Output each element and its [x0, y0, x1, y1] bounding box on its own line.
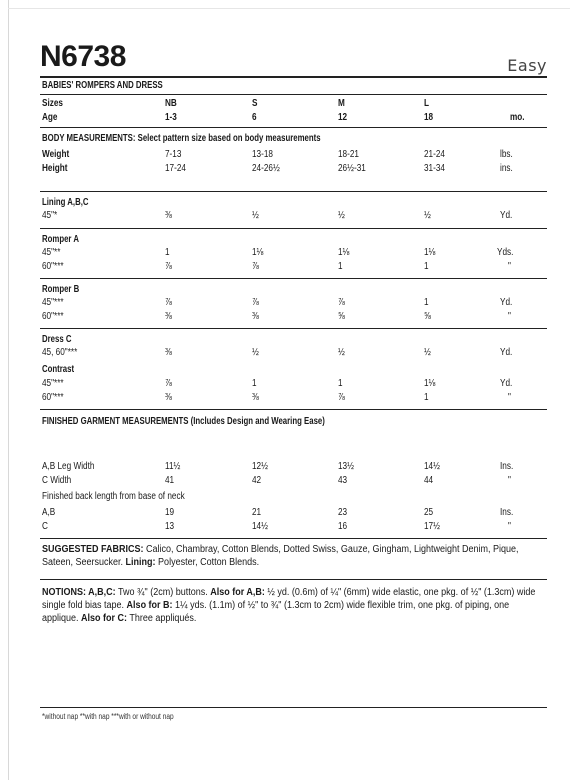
cell: 1⅛	[424, 247, 436, 258]
cell: 42	[252, 475, 262, 486]
sizes-label: Sizes	[42, 98, 63, 109]
back-length-row	[40, 507, 547, 519]
cell: 17-24	[165, 163, 186, 174]
rule	[40, 328, 547, 329]
pattern-number: N6738	[40, 40, 126, 73]
lining-label: Lining:	[125, 557, 156, 568]
cell: 1	[165, 247, 170, 258]
row-label: A,B	[42, 507, 56, 518]
fabric-width: 45"***	[42, 378, 64, 389]
yardage-row	[40, 392, 547, 404]
cell: ⅞	[252, 297, 259, 308]
notions-text: Three appliqués.	[127, 613, 197, 624]
yardage-heading-lining: Lining A,B,C	[42, 197, 89, 208]
cell: ⅞	[165, 378, 172, 389]
cell: 19	[165, 507, 175, 518]
unit: Yd.	[500, 378, 513, 389]
cell: 13½	[338, 461, 354, 472]
cell: ½	[252, 210, 259, 221]
cell: 13-18	[252, 149, 273, 160]
finished-row	[40, 475, 547, 487]
yardage-heading-dress-c: Dress C	[42, 334, 72, 345]
pattern-envelope-back	[40, 0, 547, 780]
cell: 13	[165, 521, 175, 532]
age-row	[40, 112, 547, 124]
fabric-width: 45, 60"***	[42, 347, 78, 358]
row-label: A,B Leg Width	[42, 461, 95, 472]
finished-measurements-heading: FINISHED GARMENT MEASUREMENTS (Includes Design and Wearing Ease)	[42, 416, 325, 427]
unit: "	[508, 311, 511, 322]
cell: 14½	[424, 461, 440, 472]
cell: ⅜	[165, 347, 172, 358]
body-row-weight	[40, 149, 547, 161]
cell: ⅜	[165, 392, 172, 403]
cell: ⅞	[338, 392, 345, 403]
back-length-row	[40, 521, 547, 533]
age-cell: 1-3	[165, 112, 177, 123]
cell: 11½	[165, 461, 181, 472]
rule-finished-top	[40, 409, 547, 410]
fabric-width: 60"***	[42, 261, 64, 272]
fabric-width: 60"***	[42, 311, 64, 322]
rule	[40, 278, 547, 279]
cell: ⅞	[252, 261, 259, 272]
cell: 1⅛	[252, 247, 264, 258]
fabrics-label: SUGGESTED FABRICS:	[42, 544, 144, 555]
cell: 26½-31	[338, 163, 366, 174]
cell: 1	[424, 297, 429, 308]
age-unit: mo.	[510, 112, 525, 123]
fabric-width: 45"*	[42, 210, 58, 221]
unit: "	[508, 475, 511, 486]
notions-ab-label: Also for A,B:	[210, 587, 265, 598]
unit: "	[508, 521, 511, 532]
size-cell: S	[252, 98, 258, 109]
notions-b-label: Also for B:	[126, 600, 173, 611]
size-cell: NB	[165, 98, 177, 109]
age-cell: 6	[252, 112, 257, 123]
cell: ½	[252, 347, 259, 358]
notions	[42, 586, 548, 625]
rule-body-top	[40, 127, 547, 128]
row-label: C Width	[42, 475, 72, 486]
cell: 14½	[252, 521, 268, 532]
cell: ⅜	[165, 311, 172, 322]
yardage-row	[40, 247, 547, 259]
fabrics-text: Calico, Chambray, Cotton Blends, Dotted Swiss, Gauze, Gingham, Lightweight Denim, Pique, Sateen, Seersucker.	[42, 544, 519, 568]
yardage-row	[40, 378, 547, 390]
cell: 16	[338, 521, 348, 532]
unit: Yd.	[500, 347, 513, 358]
finished-row	[40, 461, 547, 473]
unit: lbs.	[500, 149, 513, 160]
notions-text: ½ yd. (0.6m) of ¼" (6mm) wide elastic, one pkg. of ½" (1.3cm) wide single fold bias tape.	[42, 587, 536, 611]
unit: Ins.	[500, 507, 514, 518]
rule-fabrics-top	[40, 538, 547, 539]
fabric-width: 45"**	[42, 247, 61, 258]
row-label: C	[42, 521, 48, 532]
age-cell: 18	[424, 112, 434, 123]
suggested-fabrics	[42, 543, 546, 569]
cell: ⅜	[165, 210, 172, 221]
rule	[40, 228, 547, 229]
cell: ⅞	[338, 297, 345, 308]
back-length-label: Finished back length from base of neck	[42, 491, 185, 502]
fabric-width: 45"***	[42, 297, 64, 308]
cell: 21	[252, 507, 262, 518]
cell: ⅝	[338, 311, 345, 322]
cell: 1	[424, 261, 429, 272]
notions-c-label: Also for C:	[81, 613, 128, 624]
cell: 7-13	[165, 149, 182, 160]
yardage-row	[40, 311, 547, 323]
unit: Ins.	[500, 461, 514, 472]
cell: 12½	[252, 461, 268, 472]
yardage-row	[40, 297, 547, 309]
cell: 1	[252, 378, 257, 389]
body-measurements-heading: BODY MEASUREMENTS: Select pattern size based on body measurements	[42, 133, 321, 144]
cell: 23	[338, 507, 348, 518]
row-label: Height	[42, 163, 68, 174]
pattern-title: BABIES' ROMPERS AND DRESS	[42, 80, 163, 91]
size-cell: L	[424, 98, 430, 109]
notions-label: NOTIONS: A,B,C:	[42, 587, 116, 598]
cell: 17½	[424, 521, 440, 532]
cell: 1	[338, 261, 343, 272]
cell: ½	[424, 210, 431, 221]
cell: 24-26½	[252, 163, 280, 174]
yardage-row	[40, 347, 547, 359]
yardage-row	[40, 210, 547, 222]
unit: "	[508, 392, 511, 403]
cell: 44	[424, 475, 434, 486]
rule-sizes-top	[40, 94, 547, 95]
notions-text: 1¼ yds. (1.1m) of ½" to ¾" (1.3cm to 2cm) wide flexible trim, one pkg. of piping, one applique.	[42, 600, 510, 624]
fabric-width: 60"***	[42, 392, 64, 403]
cell: 43	[338, 475, 348, 486]
cell: ⅞	[165, 261, 172, 272]
lining-text: Polyester, Cotton Blends.	[155, 557, 260, 568]
age-label: Age	[42, 112, 58, 123]
page-edge-left	[8, 0, 9, 780]
cell: ½	[424, 347, 431, 358]
cell: ⅜	[252, 392, 259, 403]
cell: 1⅛	[338, 247, 350, 258]
rule-notions-top	[40, 579, 547, 580]
cell: 1	[338, 378, 343, 389]
unit: Yd.	[500, 210, 513, 221]
cell: ½	[338, 210, 345, 221]
unit: ins.	[500, 163, 513, 174]
cell: 25	[424, 507, 434, 518]
cell: ½	[338, 347, 345, 358]
unit: Yd.	[500, 297, 513, 308]
footnote: *without nap **with nap ***with or without nap	[42, 712, 174, 721]
title-rule	[40, 76, 547, 78]
cell: 21-24	[424, 149, 445, 160]
yardage-row	[40, 261, 547, 273]
difficulty-label: Easy	[507, 56, 547, 75]
sizes-row	[40, 98, 547, 110]
cell: ⅞	[165, 297, 172, 308]
yardage-heading-romper-a: Romper A	[42, 234, 79, 245]
unit: "	[508, 261, 511, 272]
notions-text: Two ¾" (2cm) buttons.	[115, 587, 211, 598]
cell: 1	[424, 392, 429, 403]
cell: ⅜	[252, 311, 259, 322]
cell: 18-21	[338, 149, 359, 160]
size-cell: M	[338, 98, 345, 109]
body-row-height	[40, 163, 547, 175]
rule-footnote-top	[40, 707, 547, 708]
cell: 41	[165, 475, 175, 486]
cell: 31-34	[424, 163, 445, 174]
cell: ⅝	[424, 311, 431, 322]
cell: 1⅛	[424, 378, 436, 389]
row-label: Weight	[42, 149, 70, 160]
yardage-heading-romper-b: Romper B	[42, 284, 80, 295]
yardage-heading-contrast: Contrast	[42, 364, 75, 375]
unit: Yds.	[497, 247, 514, 258]
age-cell: 12	[338, 112, 348, 123]
rule-yardage-top	[40, 191, 547, 192]
